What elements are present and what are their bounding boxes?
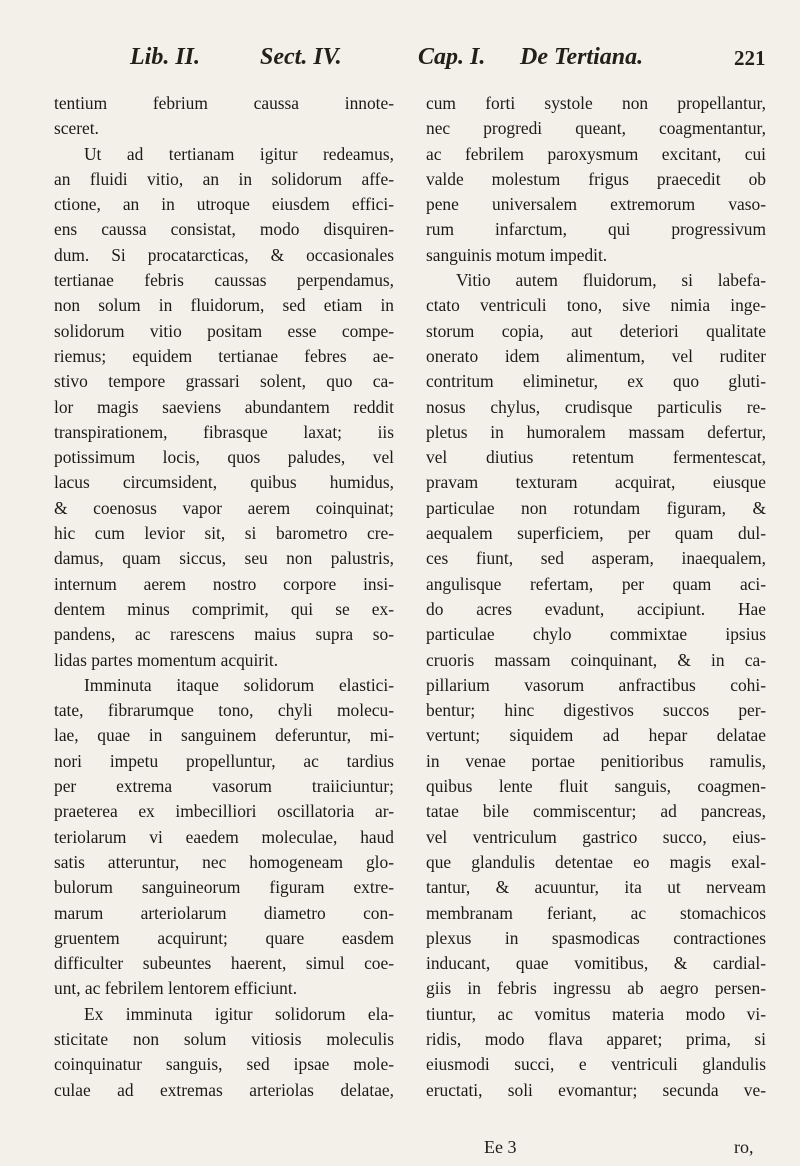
text-line: tiuntur, ac vomitus materia modo vi- (426, 1003, 766, 1024)
text-line: vel diutius retentum fermentescat, (426, 447, 766, 468)
text-line: non solum in fluidorum, sed etiam in (54, 295, 394, 316)
text-line: lacus circumsident, quibus humidus, (54, 472, 394, 493)
text-line: plexus in spasmodicas contractiones (426, 927, 766, 948)
text-line: ens caussa consistat, modo disquiren- (54, 219, 394, 240)
header-title: De Tertiana. (520, 44, 644, 70)
page-number: 221 (734, 46, 766, 70)
text-line: damus, quam siccus, seu non palustris, (54, 548, 394, 569)
text-line: sticitate non solum vitiosis moleculis (54, 1028, 394, 1049)
text-line: pletus in humoralem massam defertur, (426, 421, 766, 442)
text-line: marum arteriolarum diametro con- (54, 902, 394, 923)
text-line: cum forti systole non propellantur, (426, 93, 766, 113)
text-line: pene universalem extremorum vaso- (426, 194, 766, 215)
text-line: pillarium vasorum anfractibus cohi- (426, 674, 766, 695)
text-line: bentur; hinc digestivos succos per- (426, 700, 766, 721)
text-line: Ut ad tertianam igitur redeamus, (84, 143, 394, 164)
text-line: ces fiunt, sed asperam, inaequalem, (426, 548, 766, 569)
left-text-column (54, 91, 394, 1103)
text-line: Imminuta itaque solidorum elastici- (84, 674, 394, 695)
text-line: difficulter subeuntes haerent, simul coe- (54, 953, 394, 974)
text-line: ridis, modo flava apparet; prima, si (426, 1028, 766, 1049)
text-line: vertunt; siquidem ad hepar delatae (426, 725, 766, 746)
text-line: ctione, an in utroque eiusdem effici- (54, 194, 394, 215)
text-line: ac febrilem paroxysmum excitant, cui (426, 143, 766, 164)
text-line: potissimum locis, quos paludes, vel (54, 447, 394, 468)
text-line: nori impetu propelluntur, ac tardius (54, 750, 394, 771)
text-line: pandens, ac rarescens maius supra so- (54, 624, 394, 645)
text-line: aequalem superficiem, per quam dul- (426, 523, 766, 544)
text-line: tate, fibrarumque tono, chyli molecu- (54, 700, 394, 721)
text-line: sanguinis motum impedit. (426, 244, 608, 265)
text-line: lor magis saeviens abundantem reddit (54, 396, 394, 417)
text-line: coinquinatur sanguis, sed ipsae mole- (54, 1054, 394, 1075)
text-line: nosus chylus, crudisque particulis re- (426, 396, 766, 417)
text-line: ctato ventriculi tono, sive nimia inge- (426, 295, 766, 316)
text-line: gruentem acquirunt; quare easdem (54, 927, 394, 948)
text-line: culae ad extremas arteriolas delatae, (54, 1079, 394, 1100)
text-line: angulisque refertam, per quam aci- (426, 573, 766, 594)
text-line: tatae bile commiscentur; ad pancreas, (426, 801, 766, 822)
text-line: an fluidi vitio, an in solidorum affe- (54, 168, 394, 189)
text-line: unt, ac febrilem lentorem efficiunt. (54, 978, 298, 999)
text-line: onerato idem alimentum, vel ruditer (426, 345, 766, 366)
text-line: giis in febris ingressu ab aegro persen- (426, 978, 766, 999)
text-line: particulae chylo commixtae ipsius (426, 624, 766, 645)
text-line: valde molestum frigus praecedit ob (426, 168, 766, 189)
text-line: sceret. (54, 118, 99, 139)
text-line: teriolarum vi eaedem moleculae, haud (54, 826, 394, 847)
text-line: eiusmodi succi, e ventriculi glandulis (426, 1054, 766, 1075)
text-line: internum aerem nostro corpore insi- (54, 573, 394, 594)
text-line: stivo tempore grassari solent, quo ca- (54, 371, 394, 392)
text-line: dum. Si procatarcticas, & occasionales (54, 244, 394, 265)
text-line: satis atteruntur, nec homogeneam glo- (54, 851, 394, 872)
text-line: tentium febrium caussa innote- (54, 93, 394, 113)
text-line: solidorum vitio positam esse compe- (54, 320, 394, 341)
text-line: hic cum levior sit, si barometro cre- (54, 523, 394, 544)
running-header (0, 44, 800, 78)
text-line: contritum eliminetur, ex quo gluti- (426, 371, 766, 392)
text-line: membranam feriant, ac stomachicos (426, 902, 766, 923)
text-line: Ex imminuta igitur solidorum ela- (84, 1003, 394, 1024)
text-line: eructati, soli evomantur; secunda ve- (426, 1079, 766, 1100)
catchword: ro, (734, 1137, 754, 1157)
text-line: & coenosus vapor aerem coinquinat; (54, 497, 394, 518)
header-section: Sect. IV. (260, 44, 342, 70)
text-line: lidas partes momentum acquirit. (54, 649, 279, 670)
text-line: particulae non rotundam figuram, & (426, 497, 766, 518)
signature-mark: Ee 3 (484, 1137, 517, 1157)
header-book: Lib. II. (130, 44, 201, 70)
text-line: rum infarctum, qui progressivum (426, 219, 766, 240)
text-line: storum copia, aut deteriori qualitate (426, 320, 766, 341)
text-line: nec progredi queant, coagmentantur, (426, 118, 766, 139)
text-line: vel ventriculum gastrico succo, eius- (426, 826, 766, 847)
text-line: tertianae febris caussas perpendamus, (54, 270, 394, 291)
right-text-column (426, 91, 766, 1103)
text-line: Vitio autem fluidorum, si labefa- (456, 270, 766, 291)
header-chapter: Cap. I. (418, 44, 486, 70)
text-line: praeterea ex imbecilliori oscillatoria ar- (54, 801, 394, 822)
text-line: riemus; equidem tertianae febres ae- (54, 345, 394, 366)
text-line: quibus lente fluit sanguis, coagmen- (426, 776, 766, 797)
text-line: per extrema vasorum traiiciuntur; (54, 776, 394, 797)
text-line: lae, quae in sanguinem deferuntur, mi- (54, 725, 394, 746)
text-line: pravam texturam acquirat, eiusque (426, 472, 766, 493)
text-line: bulorum sanguineorum figuram extre- (54, 877, 394, 898)
text-line: tantur, & acuuntur, ita ut nerveam (426, 877, 766, 898)
text-line: que glandulis detentae eo magis exal- (426, 851, 766, 872)
text-line: in venae portae penitioribus ramulis, (426, 750, 766, 771)
text-line: transpirationem, fibrasque laxat; iis (54, 421, 394, 442)
text-line: inducant, quae vomitibus, & cardial- (426, 953, 766, 974)
text-line: do acres evadunt, accipiunt. Hae (426, 598, 766, 619)
text-line: dentem minus comprimit, qui se ex- (54, 598, 394, 619)
text-line: cruoris massam coinquinant, & in ca- (426, 649, 766, 670)
